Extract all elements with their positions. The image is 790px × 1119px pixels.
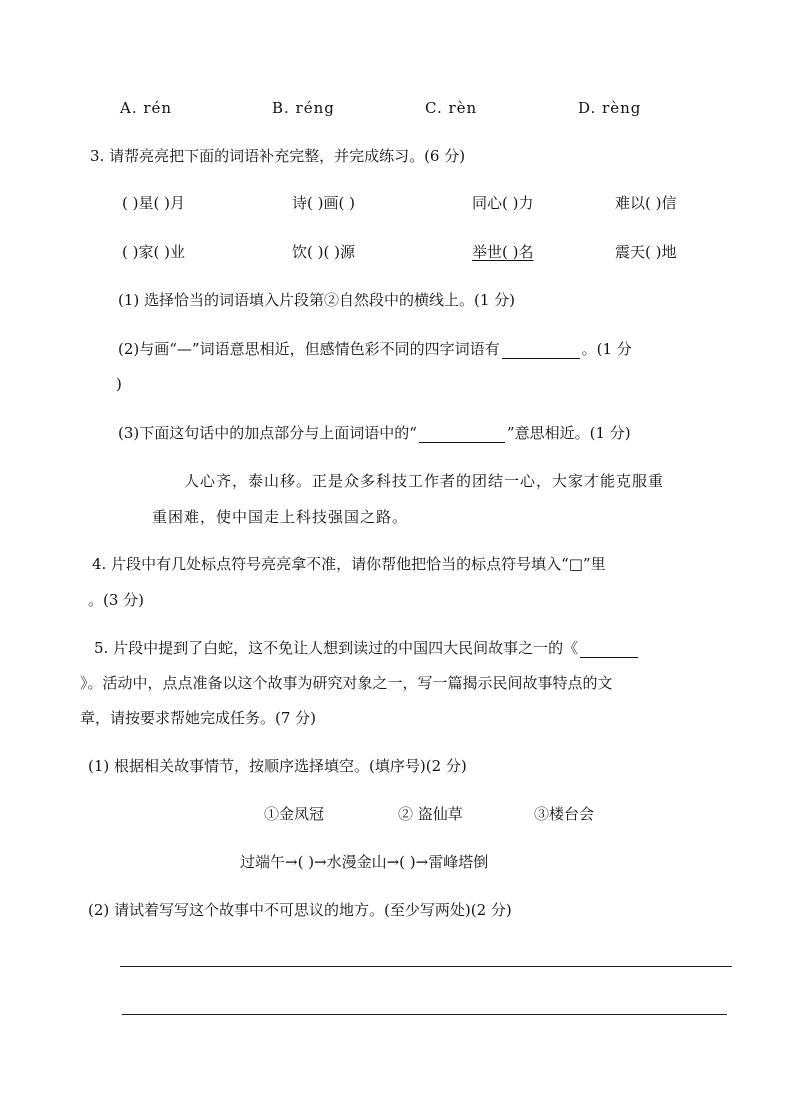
pinyin-options-row	[120, 98, 680, 118]
q5-story-title-blank[interactable]	[580, 641, 638, 658]
answer-line-2[interactable]	[122, 1014, 727, 1015]
answer-line-1[interactable]	[120, 966, 732, 967]
word-fill-8[interactable]: 震天( )地	[615, 243, 677, 261]
q5-line-1-text: 5. 片段中提到了白蛇，这不免让人想到读过的中国四大民间故事之一的《	[94, 639, 579, 657]
word-fill-4[interactable]: 难以( )信	[615, 194, 677, 212]
q3-sub-2	[118, 339, 632, 359]
q3-sub-1: (1) 选择恰当的词语填入片段第②自然段中的横线上。(1 分)	[118, 291, 516, 309]
option-b[interactable]: B. réng	[272, 99, 335, 117]
question-4-line-1: 4. 片段中有几处标点符号亮亮拿不准，请你帮他把恰当的标点符号填入“□”里	[92, 555, 606, 573]
question-5-line-2: 》。活动中，点点准备以这个故事为研究对象之一，写一篇揭示民间故事特点的文	[80, 674, 613, 692]
word-fill-2[interactable]: 诗( )画( )	[292, 194, 355, 212]
q5-sub-2: (2) 请试着写写这个故事中不可思议的地方。(至少写两处)(2 分)	[88, 901, 512, 919]
q3-sub-2-close: )	[116, 375, 122, 393]
word-fill-1[interactable]: ( )星( )月	[122, 194, 185, 212]
word-fill-7-underlined[interactable]: 举世( )名	[472, 243, 534, 261]
option-a[interactable]: A. rén	[120, 99, 173, 117]
option-d[interactable]: D. rèng	[578, 99, 642, 117]
question-5-line-3: 章，请按要求帮她完成任务。(7 分)	[80, 709, 317, 727]
q5-choice-2: ② 盗仙草	[398, 805, 463, 823]
q3-sub-2-tail: 。(1 分	[581, 340, 632, 358]
q3-quote-line-1: 人心齐，泰山移。正是众多科技工作者的团结一心，大家才能克服重	[184, 472, 665, 490]
q3-sub-3-answer-blank[interactable]	[419, 426, 505, 443]
question-3-title: 3. 请帮亮亮把下面的词语补充完整，并完成练习。(6 分)	[90, 147, 466, 165]
q5-choice-3: ③楼台会	[534, 805, 595, 823]
word-fill-3[interactable]: 同心( )力	[472, 194, 534, 212]
word-fill-6[interactable]: 饮( )( )源	[292, 243, 355, 261]
q3-quote-passage	[120, 463, 735, 535]
q5-plot-sequence[interactable]: 过端午→( )→水漫金山→( )→雷峰塔倒	[240, 853, 489, 871]
question-4-line-2: 。(3 分)	[88, 591, 145, 609]
q3-sub-2-answer-blank[interactable]	[502, 342, 580, 359]
q5-sub-1: (1) 根据相关故事情节，按顺序选择填空。(填序号)(2 分)	[88, 757, 467, 775]
q3-quote-line-2: 重困难，使中国走上科技强国之路。	[152, 508, 409, 526]
q3-sub-3-text: (3)下面这句话中的加点部分与上面词语中的“	[118, 424, 417, 442]
q3-sub-3-tail: ”意思相近。(1 分)	[506, 424, 631, 442]
q3-sub-2-text: (2)与画“—”词语意思相近，但感情色彩不同的四字词语有	[118, 340, 500, 358]
q5-choice-1: ①金凤冠	[264, 805, 325, 823]
word-fill-5[interactable]: ( )家( )业	[122, 243, 185, 261]
q3-sub-3	[118, 423, 631, 443]
option-c[interactable]: C. rèn	[425, 99, 478, 117]
question-5-line-1	[94, 638, 640, 658]
